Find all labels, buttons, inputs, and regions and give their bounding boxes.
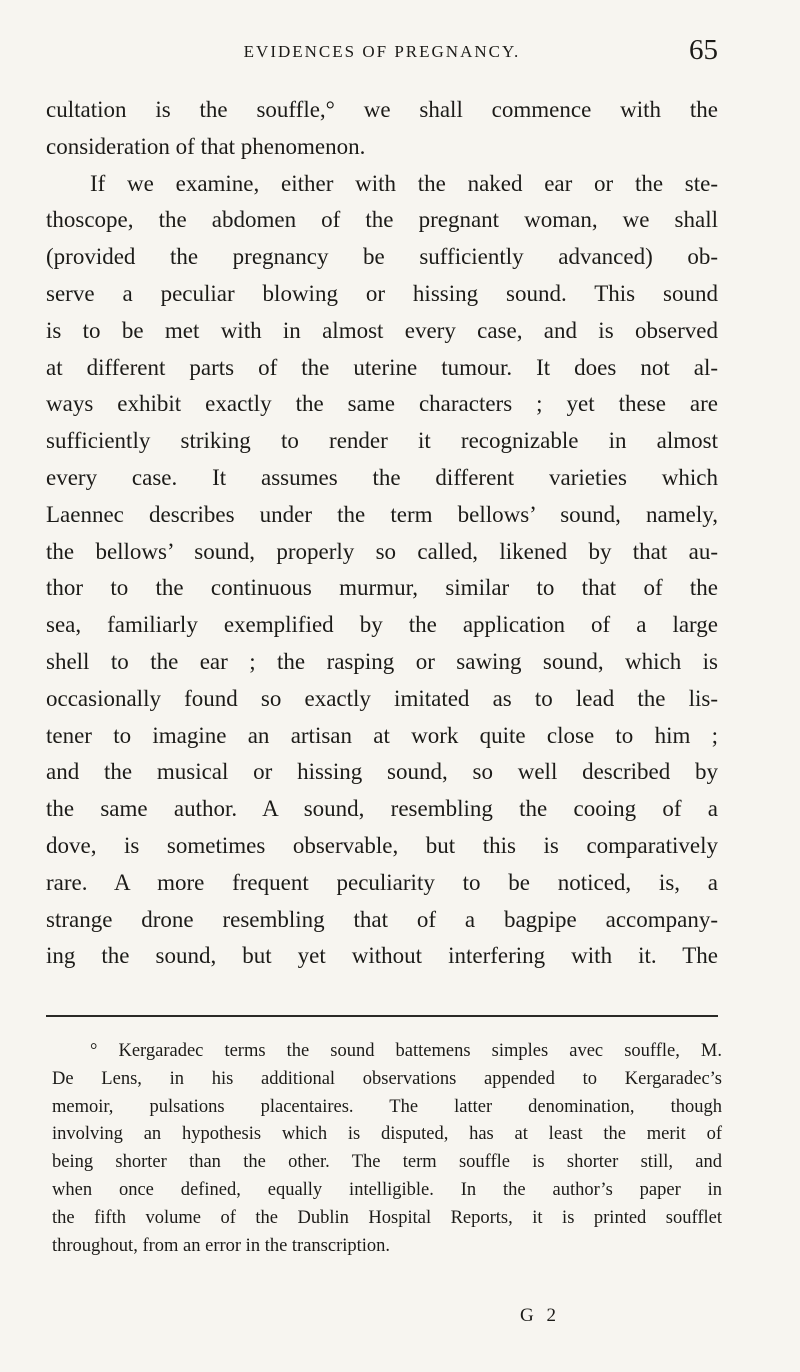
body-text [46, 92, 718, 975]
body-line: serve a peculiar blowing or hissing sound. This sound [46, 280, 718, 306]
body-line: ing the sound, but yet without interfering with it. The [46, 943, 718, 969]
body-line: dove, is sometimes observable, but this is comparatively [46, 832, 718, 858]
body-line: occasionally found so exactly imitated as to lead the lis- [46, 685, 718, 711]
body-line: cultation is the souffle,° we shall commence with the [46, 97, 718, 122]
footnote-line: when once defined, equally intelligible. In the author’s paper in [52, 1179, 722, 1200]
body-line: Laennec describes under the term bellows’ sound, namely, [46, 501, 718, 527]
body-line: shell to the ear ; the rasping or sawing sound, which is [46, 648, 718, 674]
footnote-line: being shorter than the other. The term souffle is shorter still, and [52, 1152, 722, 1173]
body-line: is to be met with in almost every case, and is observed [46, 317, 718, 343]
body-line: ways exhibit exactly the same characters ; yet these are [46, 391, 718, 417]
body-line: If we examine, either with the naked ear or the ste- [90, 170, 718, 196]
body-line: sea, familiarly exemplified by the application of a large [46, 612, 718, 638]
body-line: the bellows’ sound, properly so called, likened by that au- [46, 538, 718, 564]
body-line: strange drone resembling that of a bagpipe accompany- [46, 906, 718, 932]
page-number: 65 [689, 34, 718, 66]
body-line: rare. A more frequent peculiarity to be noticed, is, a [46, 869, 718, 895]
body-line: thoscope, the abdomen of the pregnant woman, we shall [46, 207, 718, 233]
footnote-line: throughout, from an error in the transcription. [52, 1235, 391, 1256]
body-line: consideration of that phenomenon. [46, 133, 366, 159]
footnote-line: the fifth volume of the Dublin Hospital Reports, it is printed soufflet [52, 1207, 722, 1228]
footnote-line: involving an hypothesis which is disputed, has at least the merit of [52, 1124, 722, 1145]
body-line: every case. It assumes the different varieties which [46, 464, 718, 490]
body-line: and the musical or hissing sound, so well described by [46, 759, 718, 785]
body-line: thor to the continuous murmur, similar to that of the [46, 575, 718, 601]
running-title: EVIDENCES OF PREGNANCY. [243, 42, 521, 61]
body-line: the same author. A sound, resembling the cooing of a [46, 796, 718, 822]
footnote-line: ° Kergaradec terms the sound battemens simples avec souffle, M. [90, 1041, 722, 1061]
footnote-line: memoir, pulsations placentaires. The latter denomination, though [52, 1096, 722, 1117]
footnote-line: De Lens, in his additional observations appended to Kergaradec’s [52, 1068, 722, 1089]
footnote [52, 1038, 722, 1260]
body-line: sufficiently striking to render it recognizable in almost [46, 428, 718, 454]
footnote-rule [46, 1015, 718, 1017]
body-line: tener to imagine an artisan at work quite close to him ; [46, 722, 718, 748]
body-line: at different parts of the uterine tumour. It does not al- [46, 354, 718, 380]
body-line: (provided the pregnancy be sufficiently advanced) ob- [46, 244, 718, 270]
running-head [46, 34, 718, 74]
signature-mark: G 2 [520, 1305, 560, 1326]
